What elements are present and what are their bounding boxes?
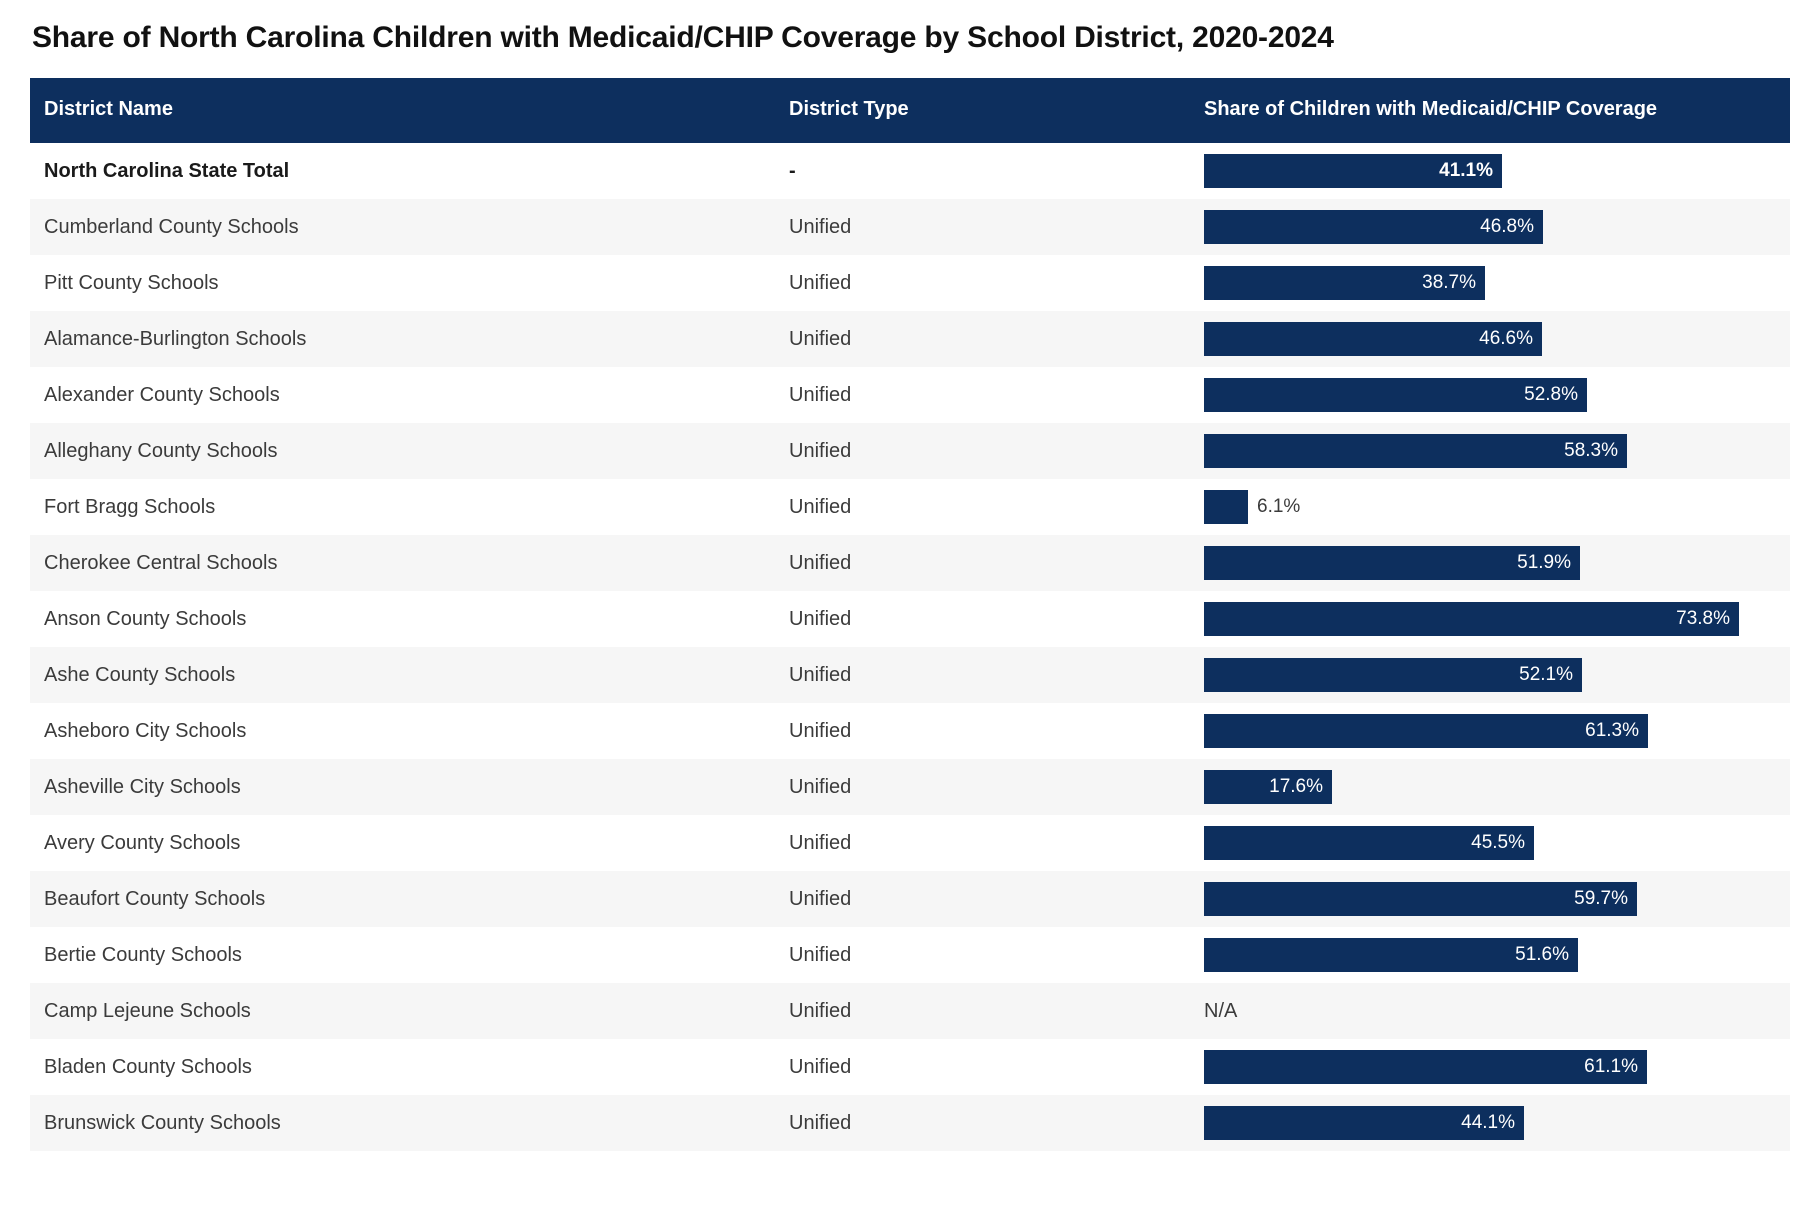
table-row xyxy=(30,535,1790,591)
share-cell xyxy=(1190,759,1790,815)
share-cell xyxy=(1190,703,1790,759)
share-bar xyxy=(1204,602,1739,636)
table-row xyxy=(30,983,1790,1039)
na-label: N/A xyxy=(1204,999,1238,1022)
bar-value-label: 45.5% xyxy=(1471,832,1525,853)
share-cell xyxy=(1190,143,1790,199)
district-type-cell: Unified xyxy=(775,983,1190,1039)
district-name-cell: Pitt County Schools xyxy=(44,271,219,294)
bar-track xyxy=(1204,210,1790,244)
table-row xyxy=(30,703,1790,759)
column-header-district-type[interactable]: District Type xyxy=(775,78,1190,143)
share-cell xyxy=(1190,255,1790,311)
table-header xyxy=(30,78,1790,143)
district-type-cell: Unified xyxy=(789,719,852,742)
district-name-cell: Asheville City Schools xyxy=(30,759,775,815)
district-type-cell: Unified xyxy=(789,943,852,966)
bar-value-label: 61.1% xyxy=(1584,1056,1638,1077)
bar-value-label: 51.6% xyxy=(1515,944,1569,965)
district-name-cell: North Carolina State Total xyxy=(44,159,290,182)
bar-value-label: 52.8% xyxy=(1524,384,1578,405)
district-name-cell: Camp Lejeune Schools xyxy=(30,983,775,1039)
district-name-cell: Brunswick County Schools xyxy=(30,1095,775,1151)
district-name-cell: Bladen County Schools xyxy=(44,1055,252,1078)
table-row xyxy=(30,759,1790,815)
table-row xyxy=(30,423,1790,479)
share-cell xyxy=(1190,983,1790,1039)
share-bar xyxy=(1204,322,1542,356)
share-cell xyxy=(1190,815,1790,871)
table-row xyxy=(30,1095,1790,1151)
bar-value-label: 46.8% xyxy=(1480,216,1534,237)
bar-track xyxy=(1204,658,1790,692)
bar-track xyxy=(1204,154,1790,188)
bar-value-label: 61.3% xyxy=(1585,720,1639,741)
column-header-share[interactable]: Share of Children with Medicaid/CHIP Coverage xyxy=(1190,78,1790,143)
district-type-cell: Unified xyxy=(775,647,1190,703)
bar-value-label: 52.1% xyxy=(1519,664,1573,685)
district-type-cell: Unified xyxy=(789,1055,852,1078)
district-name-cell: Cherokee Central Schools xyxy=(30,535,775,591)
table-body xyxy=(30,143,1790,1151)
share-cell xyxy=(1190,1039,1790,1095)
share-bar xyxy=(1204,658,1582,692)
district-type-cell: Unified xyxy=(775,535,1190,591)
table-row xyxy=(30,143,1790,199)
bar-value-label: 38.7% xyxy=(1422,272,1476,293)
share-cell xyxy=(1190,871,1790,927)
district-name-cell: Alleghany County Schools xyxy=(30,423,775,479)
bar-track xyxy=(1204,770,1790,804)
share-bar xyxy=(1204,1050,1647,1084)
district-type-cell: Unified xyxy=(775,871,1190,927)
bar-value-label: 17.6% xyxy=(1269,776,1323,797)
district-type-cell: Unified xyxy=(789,271,852,294)
page-title: Share of North Carolina Children with Medicaid/CHIP Coverage by School District, 2020-2024 xyxy=(32,21,1334,54)
column-header-district-name[interactable]: District Name xyxy=(30,78,775,143)
bar-value-label: 59.7% xyxy=(1574,888,1628,909)
medicaid-coverage-table xyxy=(30,78,1790,1151)
bar-track xyxy=(1204,1050,1790,1084)
share-bar xyxy=(1204,1106,1524,1140)
share-bar xyxy=(1204,882,1637,916)
bar-value-label: 41.1% xyxy=(1439,160,1493,181)
share-cell xyxy=(1190,647,1790,703)
district-name-cell: Beaufort County Schools xyxy=(30,871,775,927)
share-cell xyxy=(1190,535,1790,591)
share-cell xyxy=(1190,311,1790,367)
share-bar xyxy=(1204,546,1580,580)
district-type-cell: Unified xyxy=(789,495,852,518)
district-name-cell: Bertie County Schools xyxy=(44,943,242,966)
share-cell xyxy=(1190,199,1790,255)
bar-value-label: 73.8% xyxy=(1676,608,1730,629)
table-row xyxy=(30,591,1790,647)
district-type-cell: - xyxy=(789,159,796,182)
share-bar xyxy=(1204,938,1578,972)
bar-track xyxy=(1204,882,1790,916)
share-bar xyxy=(1204,210,1543,244)
district-type-cell: Unified xyxy=(789,383,852,406)
district-name-cell: Asheboro City Schools xyxy=(44,719,247,742)
bar-track xyxy=(1204,378,1790,412)
share-cell xyxy=(1190,927,1790,983)
table-row xyxy=(30,479,1790,535)
share-cell xyxy=(1190,1095,1790,1151)
district-type-cell: Unified xyxy=(789,607,852,630)
bar-value-label: 58.3% xyxy=(1564,440,1618,461)
share-bar xyxy=(1204,826,1534,860)
bar-value-label: 44.1% xyxy=(1461,1112,1515,1133)
bar-value-label: 6.1% xyxy=(1257,496,1301,517)
district-name-cell: Alexander County Schools xyxy=(44,383,280,406)
district-type-cell: Unified xyxy=(775,1095,1190,1151)
bar-value-label: 51.9% xyxy=(1517,552,1571,573)
share-bar xyxy=(1204,154,1502,188)
bar-track xyxy=(1204,490,1790,524)
table-row xyxy=(30,311,1790,367)
district-type-cell: Unified xyxy=(789,831,852,854)
table-row xyxy=(30,815,1790,871)
share-bar xyxy=(1204,770,1332,804)
share-bar xyxy=(1204,266,1485,300)
bar-track xyxy=(1204,938,1790,972)
table-row xyxy=(30,367,1790,423)
district-type-cell: Unified xyxy=(775,759,1190,815)
district-name-cell: Cumberland County Schools xyxy=(30,199,775,255)
share-cell xyxy=(1190,591,1790,647)
district-type-cell: Unified xyxy=(775,199,1190,255)
district-name-cell: Anson County Schools xyxy=(44,607,247,630)
share-bar xyxy=(1204,714,1648,748)
bar-track xyxy=(1204,546,1790,580)
district-name-cell: Fort Bragg Schools xyxy=(44,495,216,518)
share-bar xyxy=(1204,378,1587,412)
bar-track xyxy=(1204,714,1790,748)
bar-track xyxy=(1204,266,1790,300)
share-cell xyxy=(1190,367,1790,423)
share-cell xyxy=(1190,479,1790,535)
table-header-row xyxy=(30,78,1790,143)
district-type-cell: Unified xyxy=(775,311,1190,367)
bar-track xyxy=(1204,602,1790,636)
bar-track xyxy=(1204,434,1790,468)
district-name-cell: Ashe County Schools xyxy=(30,647,775,703)
share-bar xyxy=(1204,434,1627,468)
table-row xyxy=(30,199,1790,255)
district-name-cell: Alamance-Burlington Schools xyxy=(30,311,775,367)
table-row xyxy=(30,255,1790,311)
bar-track xyxy=(1204,826,1790,860)
table-row xyxy=(30,927,1790,983)
bar-track xyxy=(1204,322,1790,356)
bar-track xyxy=(1204,1106,1790,1140)
share-bar xyxy=(1204,490,1248,524)
table-row xyxy=(30,1039,1790,1095)
district-type-cell: Unified xyxy=(775,423,1190,479)
table-row xyxy=(30,647,1790,703)
district-name-cell: Avery County Schools xyxy=(44,831,241,854)
share-cell xyxy=(1190,423,1790,479)
bar-value-label: 46.6% xyxy=(1479,328,1533,349)
table-row xyxy=(30,871,1790,927)
